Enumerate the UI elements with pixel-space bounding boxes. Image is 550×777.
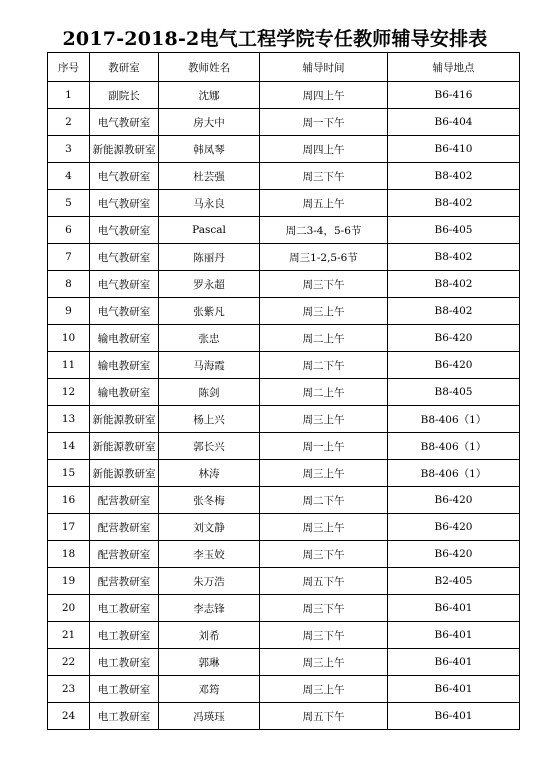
row-teacher-name: 郭琳 <box>159 649 260 676</box>
row-tutoring-time: 周三下午 <box>260 595 388 622</box>
row-teacher-name: 韩凤琴 <box>159 136 260 163</box>
row-department: 电气教研室 <box>90 190 159 217</box>
table-row <box>48 271 520 298</box>
row-teacher-name: 林涛 <box>159 460 260 487</box>
row-index: 11 <box>48 352 90 379</box>
row-index: 7 <box>48 244 90 271</box>
row-teacher-name: 罗永超 <box>159 271 260 298</box>
row-index: 4 <box>48 163 90 190</box>
row-teacher-name: 杜芸强 <box>159 163 260 190</box>
row-index: 6 <box>48 217 90 244</box>
row-index: 8 <box>48 271 90 298</box>
table-row <box>48 568 520 595</box>
row-teacher-name: 刘文静 <box>159 514 260 541</box>
row-tutoring-time: 周三1-2,5-6节 <box>260 244 388 271</box>
row-department: 电工教研室 <box>90 676 159 703</box>
row-tutoring-time: 周三下午 <box>260 163 388 190</box>
row-department: 电气教研室 <box>90 163 159 190</box>
row-index: 23 <box>48 676 90 703</box>
row-tutoring-time: 周三上午 <box>260 514 388 541</box>
row-department: 新能源教研室 <box>90 460 159 487</box>
table-row <box>48 109 520 136</box>
row-tutoring-time: 周五下午 <box>260 568 388 595</box>
row-teacher-name: 马永良 <box>159 190 260 217</box>
row-department: 输电教研室 <box>90 352 159 379</box>
table-row <box>48 325 520 352</box>
row-tutoring-location: B8-406（1） <box>388 460 520 487</box>
row-index: 17 <box>48 514 90 541</box>
row-index: 15 <box>48 460 90 487</box>
row-tutoring-location: B8-406（1） <box>388 406 520 433</box>
row-tutoring-time: 周三上午 <box>260 460 388 487</box>
table-row <box>48 190 520 217</box>
table-row <box>48 163 520 190</box>
row-teacher-name: 冯瑛珏 <box>159 703 260 730</box>
row-tutoring-time: 周二下午 <box>260 487 388 514</box>
row-teacher-name: 杨上兴 <box>159 406 260 433</box>
header-index: 序号 <box>48 53 90 82</box>
row-tutoring-location: B6-401 <box>388 676 520 703</box>
row-tutoring-location: B6-420 <box>388 352 520 379</box>
header-row <box>48 53 520 82</box>
row-tutoring-time: 周三上午 <box>260 298 388 325</box>
row-teacher-name: 郭长兴 <box>159 433 260 460</box>
row-tutoring-time: 周三下午 <box>260 271 388 298</box>
row-teacher-name: 马海霞 <box>159 352 260 379</box>
row-tutoring-time: 周二上午 <box>260 325 388 352</box>
row-department: 电气教研室 <box>90 244 159 271</box>
table-row <box>48 649 520 676</box>
row-teacher-name: 陈剑 <box>159 379 260 406</box>
row-department: 输电教研室 <box>90 379 159 406</box>
row-tutoring-time: 周五上午 <box>260 190 388 217</box>
table-row <box>48 595 520 622</box>
row-tutoring-time: 周一上午 <box>260 433 388 460</box>
row-tutoring-time: 周三下午 <box>260 541 388 568</box>
row-tutoring-time: 周三上午 <box>260 676 388 703</box>
row-tutoring-location: B8-402 <box>388 244 520 271</box>
table-row <box>48 514 520 541</box>
row-tutoring-location: B8-402 <box>388 190 520 217</box>
table-row <box>48 82 520 109</box>
row-department: 电工教研室 <box>90 649 159 676</box>
row-department: 电气教研室 <box>90 217 159 244</box>
table-row <box>48 379 520 406</box>
table-row <box>48 217 520 244</box>
row-teacher-name: 张紫凡 <box>159 298 260 325</box>
table-row <box>48 622 520 649</box>
row-tutoring-time: 周三上午 <box>260 649 388 676</box>
row-index: 18 <box>48 541 90 568</box>
table-row <box>48 541 520 568</box>
row-tutoring-location: B6-416 <box>388 82 520 109</box>
table-row <box>48 244 520 271</box>
header-department: 教研室 <box>90 53 159 82</box>
row-index: 1 <box>48 82 90 109</box>
row-tutoring-location: B6-404 <box>388 109 520 136</box>
row-department: 电工教研室 <box>90 595 159 622</box>
row-tutoring-location: B6-420 <box>388 541 520 568</box>
row-teacher-name: 李志锋 <box>159 595 260 622</box>
schedule-table <box>47 52 520 730</box>
row-index: 13 <box>48 406 90 433</box>
row-tutoring-location: B8-402 <box>388 271 520 298</box>
row-teacher-name: 邓筠 <box>159 676 260 703</box>
row-teacher-name: 沈娜 <box>159 82 260 109</box>
row-department: 配营教研室 <box>90 487 159 514</box>
row-index: 14 <box>48 433 90 460</box>
row-index: 16 <box>48 487 90 514</box>
row-tutoring-time: 周四上午 <box>260 82 388 109</box>
row-tutoring-location: B6-401 <box>388 649 520 676</box>
header-tutoring-location: 辅导地点 <box>388 53 520 82</box>
table-row <box>48 136 520 163</box>
row-index: 22 <box>48 649 90 676</box>
row-department: 配营教研室 <box>90 514 159 541</box>
row-department: 副院长 <box>90 82 159 109</box>
row-department: 电工教研室 <box>90 622 159 649</box>
row-teacher-name: 张冬梅 <box>159 487 260 514</box>
row-tutoring-location: B2-405 <box>388 568 520 595</box>
row-tutoring-location: B6-420 <box>388 487 520 514</box>
row-tutoring-location: B6-410 <box>388 136 520 163</box>
row-index: 10 <box>48 325 90 352</box>
row-teacher-name: 李玉姣 <box>159 541 260 568</box>
row-department: 新能源教研室 <box>90 433 159 460</box>
row-index: 3 <box>48 136 90 163</box>
row-department: 电气教研室 <box>90 109 159 136</box>
row-teacher-name: Pascal <box>159 217 260 244</box>
row-department: 电气教研室 <box>90 271 159 298</box>
table-row <box>48 433 520 460</box>
row-department: 输电教研室 <box>90 325 159 352</box>
row-index: 12 <box>48 379 90 406</box>
row-tutoring-location: B8-402 <box>388 298 520 325</box>
table-row <box>48 352 520 379</box>
row-index: 24 <box>48 703 90 730</box>
row-department: 配营教研室 <box>90 568 159 595</box>
table-row <box>48 676 520 703</box>
row-department: 新能源教研室 <box>90 406 159 433</box>
row-tutoring-time: 周五下午 <box>260 703 388 730</box>
row-tutoring-location: B8-405 <box>388 379 520 406</box>
row-index: 2 <box>48 109 90 136</box>
row-tutoring-time: 周一下午 <box>260 109 388 136</box>
row-tutoring-location: B6-420 <box>388 325 520 352</box>
row-tutoring-time: 周二3-4，5-6节 <box>260 217 388 244</box>
row-tutoring-location: B6-401 <box>388 622 520 649</box>
table-row <box>48 298 520 325</box>
table-row <box>48 703 520 730</box>
table-row <box>48 487 520 514</box>
row-department: 新能源教研室 <box>90 136 159 163</box>
row-index: 20 <box>48 595 90 622</box>
header-tutoring-time: 辅导时间 <box>260 53 388 82</box>
row-tutoring-time: 周三上午 <box>260 406 388 433</box>
row-tutoring-location: B8-402 <box>388 163 520 190</box>
row-department: 配营教研室 <box>90 541 159 568</box>
row-teacher-name: 张忠 <box>159 325 260 352</box>
row-tutoring-location: B6-405 <box>388 217 520 244</box>
row-tutoring-time: 周三下午 <box>260 622 388 649</box>
table-row <box>48 460 520 487</box>
row-index: 21 <box>48 622 90 649</box>
row-teacher-name: 房大中 <box>159 109 260 136</box>
row-teacher-name: 朱万浩 <box>159 568 260 595</box>
table-body <box>48 82 520 730</box>
row-index: 19 <box>48 568 90 595</box>
row-department: 电工教研室 <box>90 703 159 730</box>
row-tutoring-time: 周四上午 <box>260 136 388 163</box>
row-tutoring-time: 周二上午 <box>260 379 388 406</box>
page-title: 2017-2018-2电气工程学院专任教师辅导安排表 <box>62 28 488 50</box>
row-teacher-name: 陈丽丹 <box>159 244 260 271</box>
row-department: 电气教研室 <box>90 298 159 325</box>
row-index: 5 <box>48 190 90 217</box>
row-tutoring-location: B6-401 <box>388 703 520 730</box>
row-tutoring-time: 周二下午 <box>260 352 388 379</box>
table-row <box>48 406 520 433</box>
row-tutoring-location: B8-406（1） <box>388 433 520 460</box>
row-index: 9 <box>48 298 90 325</box>
header-teacher-name: 教师姓名 <box>159 53 260 82</box>
row-teacher-name: 刘希 <box>159 622 260 649</box>
row-tutoring-location: B6-401 <box>388 595 520 622</box>
row-tutoring-location: B6-420 <box>388 514 520 541</box>
